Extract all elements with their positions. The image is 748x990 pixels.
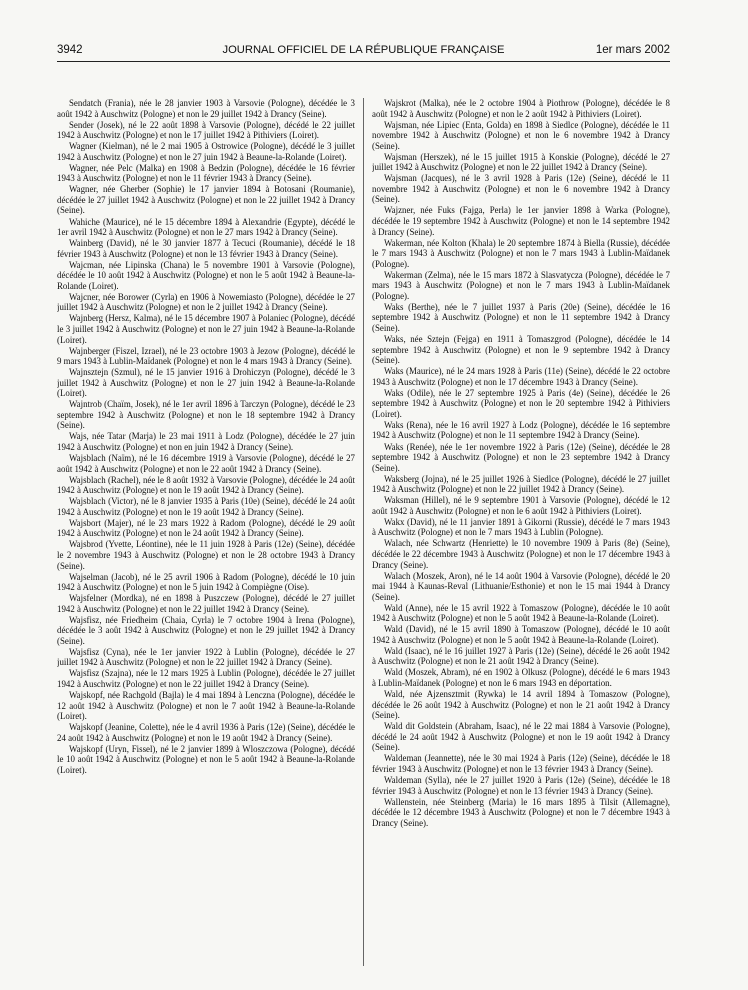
issue-date: 1er mars 2002: [595, 44, 670, 56]
record-entry: Wajskopf (Jeanine, Colette), née le 4 avril 1936 à Paris (12e) (Seine), décédée le 24 août 1942 à Auschwitz (Pologne) et non le 19 août 1942 à Drancy (Seine).: [57, 722, 355, 743]
record-entry: Wainberg (David), né le 30 janvier 1877 à Tecuci (Roumanie), décédé le 18 février 1943 à Auschwitz (Pologne) et non le 13 février 1943 à Drancy (Seine).: [57, 238, 355, 259]
record-entry: Waldeman (Jeannette), née le 30 mai 1924 à Paris (12e) (Seine), décédée le 18 février 1943 à Auschwitz (Pologne) et non le 13 février 1943 à Drancy (Seine).: [372, 753, 670, 774]
record-entry: Wajsman, née Lipiec (Enta, Golda) en 1898 à Siedlce (Pologne), décédée le 11 novembre 1942 à Auschwitz (Pologne) et non le 6 novembre 1942 à Drancy (Seine).: [372, 119, 670, 151]
column-divider: [363, 98, 364, 966]
record-entry: Waks (Renée), née le 1er novembre 1922 à Paris (12e) (Seine), décédée le 28 septembre 1942 à Auschwitz (Pologne) et non le 23 septembre 1942 à Drancy (Seine).: [372, 441, 670, 473]
record-entry: Wagner, née Gherber (Sophie) le 17 janvier 1894 à Botosani (Roumanie), décédée le 27 juillet 1942 à Auschwitz (Pologne) et non le 22 juillet 1942 à Drancy (Seine).: [57, 184, 355, 216]
page-number: 3942: [57, 44, 83, 56]
record-entry: Wahiche (Maurice), né le 15 décembre 1894 à Alexandrie (Egypte), décédé le 1er avril 1942 à Auschwitz (Pologne) et non le 27 mars 1942 à Drancy (Seine).: [57, 216, 355, 238]
record-entry: Wajcner, née Borower (Cyrla) en 1906 à Nowemiasto (Pologne), décédée le 27 juillet 1942 à Auschwitz (Pologne) et non le 2 juillet 1942 à Drancy (Seine).: [57, 291, 355, 313]
record-entry: Wajntrob (Chaïm, Josek), né le 1er avril 1896 à Tarczyn (Pologne), décédé le 23 septembre 1942 à Auschwitz (Pologne) et non le 18 septembre 1942 à Drancy (Seine).: [57, 399, 355, 431]
record-entry: Wagner (Kielman), né le 2 mai 1905 à Ostrowice (Pologne), décédé le 3 juillet 1942 à Auschwitz (Pologne) et non le 27 juin 1942 à Beaune-la-Rolande (Loiret).: [57, 141, 355, 162]
record-entry: Wald, née Ajzensztmit (Rywka) le 14 avril 1894 à Tomaszow (Pologne), décédée le 26 août 1942 à Auschwitz (Pologne) et non le 21 août 1942 à Drancy (Seine).: [372, 689, 670, 721]
record-entry: Wajnsztejn (Szmul), né le 15 janvier 1916 à Drohiczyn (Pologne), décédé le 3 juillet 1942 à Auschwitz (Pologne) et non le 27 juin 1942 à Beaune-la-Rolande (Loiret).: [57, 367, 355, 399]
record-entry: Wajselman (Jacob), né le 25 avril 1906 à Radom (Pologne), décédé le 10 juin 1942 à Auschwitz (Pologne) et non le 5 juin 1942 à Compiègne (Oise).: [57, 571, 355, 593]
right-column: [372, 98, 670, 968]
record-entry: Wajsfisz (Cyna), née le 1er janvier 1922 à Lublin (Pologne), décédée le 27 juillet 1942 à Auschwitz (Pologne) et non le 22 juillet 1942 à Drancy (Seine).: [57, 646, 355, 668]
record-entry: Wajsbrod (Yvette, Léontine), née le 11 juin 1928 à Paris (12e) (Seine), décédée le 2 novembre 1943 à Auschwitz (Pologne) et non le 28 octobre 1943 à Drancy (Seine).: [57, 539, 355, 571]
record-entry: Wajs, née Tatar (Marja) le 23 mai 1911 à Lodz (Pologne), décédée le 27 juin 1942 à Auschwitz (Pologne) et non en juin 1942 à Drancy (Seine).: [57, 431, 355, 452]
record-entry: Wajcman, née Lipinska (Chana) le 5 novembre 1901 à Varsovie (Pologne), décédée le 10 août 1942 à Auschwitz (Pologne) et non le 5 août 1942 à Beaune-la-Rolande (Loiret).: [57, 259, 355, 291]
record-entry: Waldeman (Sylla), née le 27 juillet 1920 à Paris (12e) (Seine), décédée le 18 février 1943 à Auschwitz (Pologne) et non le 13 février 1943 à Drancy (Seine).: [372, 774, 670, 796]
record-entry: Wagner, née Pelc (Malka) en 1908 à Bedzin (Pologne), décédée le 16 février 1943 à Auschwitz (Pologne) et non le 11 février 1943 à Drancy (Seine).: [57, 162, 355, 184]
record-entry: Walach (Moszek, Aron), né le 14 août 1904 à Varsovie (Pologne), décédé le 20 mai 1944 à Kaunas-Reval (Lithuanie/Esthonie) et non le 15 mai 1944 à Drancy (Seine).: [372, 570, 670, 602]
record-entry: Wallenstein, née Steinberg (Maria) le 16 mars 1895 à Tilsit (Allemagne), décédée le 12 décembre 1943 à Auschwitz (Pologne) et non le 7 décembre 1943 à Drancy (Seine).: [372, 796, 670, 828]
page-header: [57, 44, 670, 58]
record-entry: Wajsblach (Rachel), née le 8 août 1932 à Varsovie (Pologne), décédée le 24 août 1942 à Auschwitz (Pologne) et non le 19 août 1942 à Drancy (Seine).: [57, 474, 355, 496]
record-entry: Wajnberg (Hersz, Kalma), né le 15 décembre 1907 à Polaniec (Pologne), décédé le 3 juillet 1942 à Auschwitz (Pologne) et non le 27 juin 1942 à Beaune-la-Rolande (Loiret).: [57, 313, 355, 345]
left-column: [57, 98, 355, 968]
record-entry: Wajsman (Herszek), né le 15 juillet 1915 à Konskie (Pologne), décédé le 27 juillet 1942 à Auschwitz (Pologne) et non le 22 juillet 1942 à Drancy (Seine).: [372, 151, 670, 173]
record-entry: Wajsblach (Naïm), né le 16 décembre 1919 à Varsovie (Pologne), décédé le 27 août 1942 à Auschwitz (Pologne) et non le 22 août 1942 à Drancy (Seine).: [57, 453, 355, 474]
record-entry: Sender (Josek), né le 22 août 1898 à Varsovie (Pologne), décédé le 22 juillet 1942 à Auschwitz (Pologne) et non le 17 juillet 1942 à Pithiviers (Loiret).: [57, 119, 355, 141]
record-entry: Wajsfisz (Szajna), née le 12 mars 1925 à Lublin (Pologne), décédée le 27 juillet 1942 à Auschwitz (Pologne) et non le 22 juillet 1942 à Drancy (Seine).: [57, 668, 355, 690]
record-entry: Walach, née Schwartz (Henriette) le 10 novembre 1909 à Paris (8e) (Seine), décédée le 22 décembre 1943 à Auschwitz (Pologne) et non le 17 décembre 1943 à Drancy (Seine).: [372, 538, 670, 570]
record-entry: Wald (Anne), née le 15 avril 1922 à Tomaszow (Pologne), décédée le 10 août 1942 à Auschwitz (Pologne) et non le 5 août 1942 à Beaune-la-Rolande (Loiret).: [372, 602, 670, 624]
record-entry: Waks (Maurice), né le 24 mars 1928 à Paris (11e) (Seine), décédé le 22 octobre 1943 à Auschwitz (Pologne) et non le 17 décembre 1943 à Drancy (Seine).: [372, 366, 670, 387]
record-entry: Waks (Odile), née le 27 septembre 1925 à Paris (4e) (Seine), décédée le 26 septembre 1942 à Auschwitz (Pologne) et non le 20 septembre 1942 à Pithiviers (Loiret).: [372, 387, 670, 419]
record-entry: Wald (Isaac), né le 16 juillet 1927 à Paris (12e) (Seine), décédé le 26 août 1942 à Auschwitz (Pologne) et non le 21 août 1942 à Drancy (Seine).: [372, 645, 670, 667]
record-entry: Wakx (David), né le 11 janvier 1891 à Gikorni (Russie), décédé le 7 mars 1943 à Auschwitz (Pologne) et non le 7 mars 1943 à Lublin (Pologne).: [372, 516, 670, 538]
record-entry: Wajsblach (Victor), né le 8 janvier 1935 à Paris (10e) (Seine), décédé le 24 août 1942 à Auschwitz (Pologne) et non le 19 août 1942 à Drancy (Seine).: [57, 496, 355, 517]
record-entry: Wajsbort (Majer), né le 23 mars 1922 à Radom (Pologne), décédé le 29 août 1942 à Auschwitz (Pologne) et non le 24 août 1942 à Drancy (Seine).: [57, 517, 355, 539]
record-entry: Wajskopf, née Rachgold (Bajla) le 4 mai 1894 à Lenczna (Pologne), décédée le 12 août 1942 à Auschwitz (Pologne) et non le 7 août 1942 à Beaune-la-Rolande (Loiret).: [57, 690, 355, 722]
record-entry: Wajskrot (Malka), née le 2 octobre 1904 à Piothrow (Pologne), décédée le 8 août 1942 à Auschwitz (Pologne) et non le 2 août 1942 à Pithiviers (Loiret).: [372, 98, 670, 119]
record-entry: Waks (Rena), née le 16 avril 1927 à Lodz (Pologne), décédée le 16 septembre 1942 à Auschwitz (Pologne) et non le 11 septembre 1942 à Drancy (Seine).: [372, 419, 670, 441]
record-entry: Wajsman (Jacques), né le 3 avril 1928 à Paris (12e) (Seine), décédé le 11 novembre 1942 à Auschwitz (Pologne) et non le 6 novembre 1942 à Drancy (Seine).: [372, 173, 670, 205]
record-entry: Wajsfelner (Mordka), né en 1898 à Puszczew (Pologne), décédé le 27 juillet 1942 à Auschwitz (Pologne) et non le 22 juillet 1942 à Drancy (Seine).: [57, 593, 355, 614]
record-entry: Wajsfisz, née Friedheim (Chaia, Cyrla) le 7 octobre 1904 à Irena (Pologne), décédée le 3 août 1942 à Auschwitz (Pologne) et non le 29 juillet 1942 à Drancy (Seine).: [57, 614, 355, 646]
record-entry: Wajzner, née Fuks (Fajga, Perla) le 1er janvier 1898 à Warka (Pologne), décédée le 19 septembre 1942 à Auschwitz (Pologne) et non le 14 septembre 1942 à Drancy (Seine).: [372, 205, 670, 237]
record-entry: Waks, née Sztejn (Fejga) en 1911 à Tomaszgrod (Pologne), décédée le 14 septembre 1942 à Auschwitz (Pologne) et non le 9 septembre 1942 à Drancy (Seine).: [372, 334, 670, 366]
record-entry: Waks (Berthe), née le 7 juillet 1937 à Paris (20e) (Seine), décédée le 16 septembre 1942 à Auschwitz (Pologne) et non le 11 septembre 1942 à Drancy (Seine).: [372, 301, 670, 333]
record-entry: Waksberg (Jojna), né le 25 juillet 1926 à Siedlce (Pologne), décédé le 27 juillet 1942 à Auschwitz (Pologne) et non le 22 juillet 1942 à Drancy (Seine).: [372, 473, 670, 495]
record-entry: Wald (David), né le 15 avril 1890 à Tomaszow (Pologne), décédé le 10 août 1942 à Auschwitz (Pologne) et non le 5 août 1942 à Beaune-la-Rolande (Loiret).: [372, 624, 670, 645]
journal-title: JOURNAL OFFICIEL DE LA RÉPUBLIQUE FRANÇAISE: [222, 44, 505, 56]
record-entry: Wajskopf (Uryn, Fissel), né le 2 janvier 1899 à Wloszczowa (Pologne), décédé le 10 août 1942 à Auschwitz (Pologne) et non le 5 août 1942 à Beaune-la-Rolande (Loiret).: [57, 743, 355, 775]
record-entry: Wald (Moszek, Abram), né en 1902 à Olkusz (Pologne), décédé le 6 mars 1943 à Lublin-Maïdanek (Pologne) et non le 6 mars 1943 en déportation.: [372, 667, 670, 689]
record-entry: Wajnberger (Fiszel, Izrael), né le 23 octobre 1903 à Jezow (Pologne), décédé le 9 mars 1943 à Lublin-Maïdanek (Pologne) et non le 4 mars 1943 à Drancy (Seine).: [57, 345, 355, 367]
header-rule: [57, 61, 670, 62]
record-entry: Wakerman (Zelma), née le 15 mars 1872 à Slasvatycza (Pologne), décédée le 7 mars 1943 à Auschwitz (Pologne) et non le 7 mars 1943 à Lublin-Maïdanek (Pologne).: [372, 269, 670, 301]
record-entry: Wakerman, née Kolton (Khala) le 20 septembre 1874 à Biella (Russie), décédée le 7 mars 1943 à Auschwitz (Pologne) et non le 7 mars 1943 à Lublin-Maïdanek (Pologne).: [372, 237, 670, 269]
record-entry: Waksman (Hillel), né le 9 septembre 1901 à Varsovie (Pologne), décédé le 12 août 1942 à Auschwitz (Pologne) et non le 6 août 1942 à Pithiviers (Loiret).: [372, 495, 670, 516]
record-entry: Sendatch (Frania), née le 28 janvier 1903 à Varsovie (Pologne), décédée le 3 août 1942 à Auschwitz (Pologne) et non le 29 juillet 1942 à Drancy (Seine).: [57, 98, 355, 119]
record-entry: Wald dit Goldstein (Abraham, Isaac), né le 22 mai 1884 à Varsovie (Pologne), décédé le 24 août 1942 à Auschwitz (Pologne) et non le 19 août 1942 à Drancy (Seine).: [372, 721, 670, 753]
